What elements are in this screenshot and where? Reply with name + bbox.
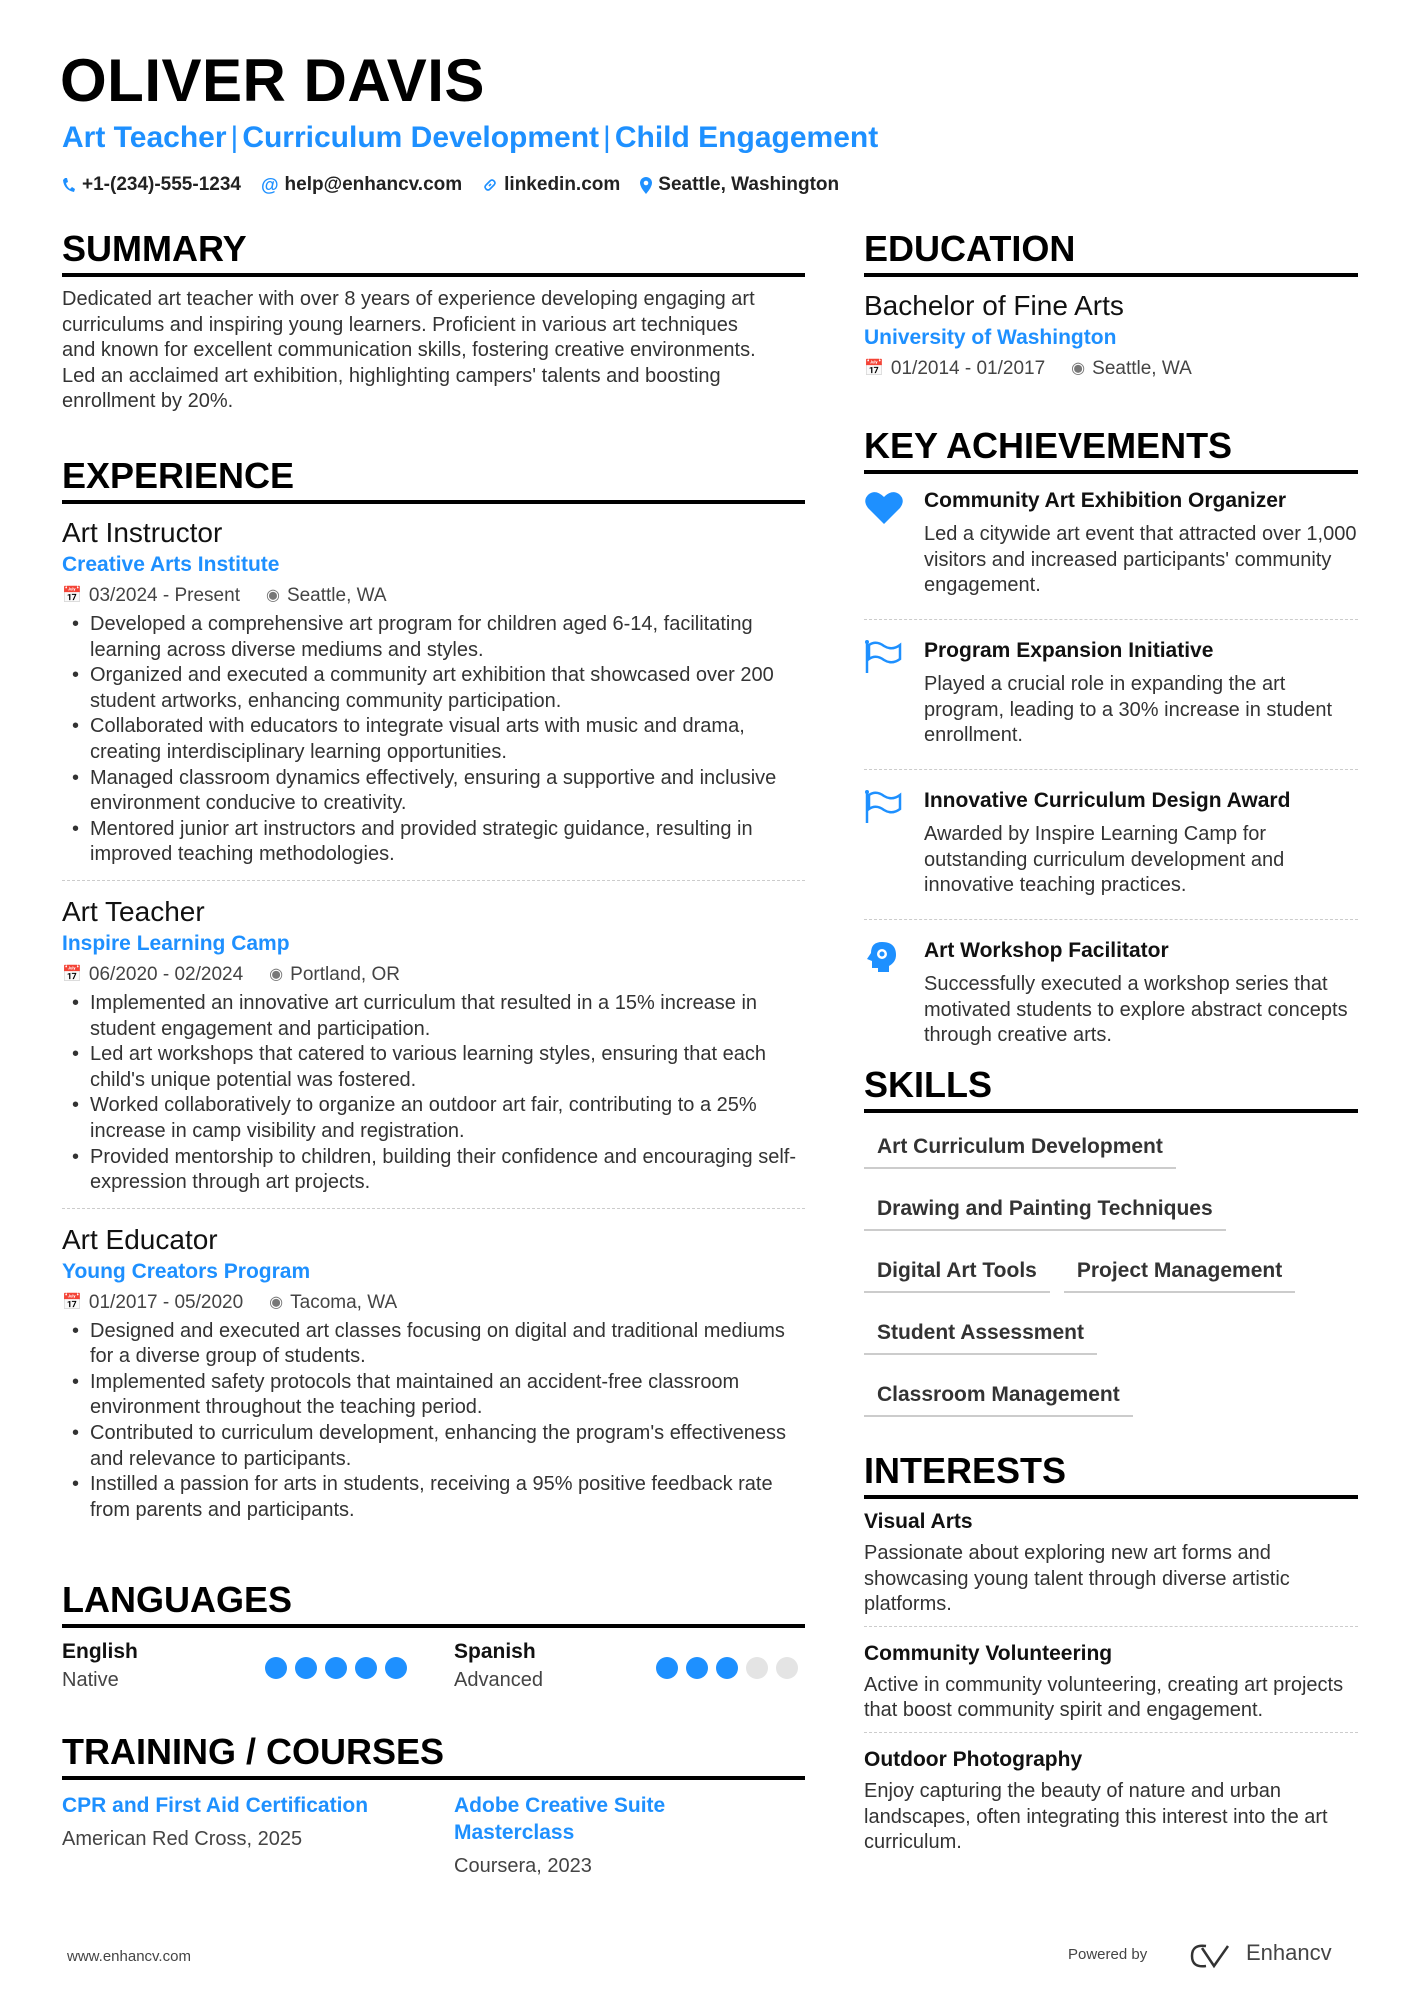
skill-tag: Student Assessment: [864, 1313, 1097, 1355]
bullet: • Led art workshops that catered to various learning styles, ensuring that each child's unique potential was fostered.: [62, 1042, 805, 1093]
experience-entry: [62, 895, 805, 1209]
rating-dot: [325, 1657, 347, 1679]
rating-dot: [776, 1657, 798, 1679]
achievement-item: [864, 930, 1358, 1070]
bullet: • Implemented safety protocols that maintained an accident-free classroom environment throughout the teaching period.: [62, 1370, 805, 1421]
achievement-title: Community Art Exhibition Organizer: [924, 489, 1287, 512]
headline-item: Art Teacher: [62, 121, 227, 154]
interests-section: [864, 1451, 1358, 1876]
rating-dot: [385, 1657, 407, 1679]
dates: 01/2017 - 05/2020: [88, 1291, 244, 1313]
phone[interactable]: +1-(234)-555-1234: [82, 174, 241, 195]
location: Seattle, Washington: [658, 174, 840, 195]
achievement-item: [864, 480, 1358, 620]
location-pin-icon: ◉: [1071, 360, 1086, 377]
brand-name: Enhancv: [1246, 1940, 1332, 1965]
language-level: Native: [62, 1669, 119, 1691]
bullet: • Instilled a passion for arts in students, receiving a 95% positive feedback rate from parents and participants.: [62, 1472, 805, 1523]
interest-item: [864, 1745, 1358, 1864]
section-heading: EDUCATION: [864, 229, 1358, 277]
experience-entry: [62, 516, 805, 881]
skill-tag: Project Management: [1064, 1251, 1295, 1293]
rating-dot: [716, 1657, 738, 1679]
footer-website[interactable]: www.enhancv.com: [67, 1948, 191, 1965]
section-heading: LANGUAGES: [62, 1580, 805, 1628]
experience-entry: [62, 1223, 805, 1536]
dates: 01/2014 - 01/2017: [890, 358, 1046, 379]
separator: |: [230, 121, 239, 154]
calendar-icon: 📅: [62, 587, 82, 604]
email[interactable]: help@enhancv.com: [284, 174, 463, 195]
location-pin-icon: [640, 177, 652, 194]
achievement-item: [864, 630, 1358, 770]
rating-dot: [295, 1657, 317, 1679]
phone-icon: [62, 177, 76, 193]
bullet: • Collaborated with educators to integrate visual arts with music and drama, creating interdisciplinary learning opportunities.: [62, 714, 805, 765]
flag-icon: [864, 636, 924, 759]
section-heading: TRAINING / COURSES: [62, 1732, 805, 1780]
skill-tag: Art Curriculum Development: [864, 1127, 1176, 1169]
section-heading: INTERESTS: [864, 1451, 1358, 1499]
candidate-name: OLIVER DAVIS: [60, 47, 485, 114]
interest-title: Visual Arts: [864, 1510, 973, 1533]
course-title: Adobe Creative Suite Masterclass: [454, 1794, 666, 1844]
achievement-item: [864, 780, 1358, 920]
course-item: [454, 1792, 714, 1880]
bullet-list: [62, 612, 805, 868]
bullet-list: [62, 991, 805, 1196]
language-name: English: [62, 1640, 138, 1663]
location-pin-icon: ◉: [265, 587, 280, 604]
interest-text: Enjoy capturing the beauty of nature and urban landscapes, often integrating this interest into the art curriculum.: [864, 1779, 1328, 1854]
location: Seattle, WA: [286, 585, 387, 606]
section-heading: EXPERIENCE: [62, 456, 805, 504]
headline-item: Child Engagement: [614, 121, 879, 154]
bullet: • Mentored junior art instructors and provided strategic guidance, resulting in improved teaching methodologies.: [62, 817, 805, 868]
achievement-title: Program Expansion Initiative: [924, 639, 1214, 662]
calendar-icon: 📅: [62, 1293, 82, 1311]
bullet: • Designed and executed art classes focusing on digital and traditional mediums for a diverse group of students.: [62, 1319, 805, 1370]
language-item: [62, 1638, 138, 1694]
flag-icon: [864, 786, 924, 909]
bullet: • Worked collaboratively to organize an outdoor art fair, contributing to a 25% increase in camp visibility and registration.: [62, 1093, 805, 1144]
interest-item: [864, 1507, 1358, 1627]
course-source: Coursera, 2023: [454, 1855, 592, 1877]
headline-item: Curriculum Development: [242, 121, 600, 154]
course-title: CPR and First Aid Certification: [62, 1794, 369, 1817]
skills-section: [864, 1065, 1358, 1437]
interest-title: Outdoor Photography: [864, 1747, 1083, 1771]
achievement-text: Played a crucial role in expanding the art program, leading to a 30% increase in student enrollment.: [924, 673, 1333, 747]
heart-icon: [864, 486, 924, 609]
location: Portland, OR: [290, 963, 400, 985]
bullet: • Developed a comprehensive art program for children aged 6-14, facilitating learning across diverse mediums and styles.: [62, 612, 805, 663]
bullet: • Provided mentorship to children, building their confidence and encouraging self-expression through art projects.: [62, 1145, 805, 1196]
location-pin-icon: ◉: [269, 965, 284, 983]
company: Inspire Learning Camp: [62, 931, 290, 955]
location: Seattle, WA: [1092, 358, 1192, 379]
education-section: [864, 229, 1358, 385]
dates: 03/2024 - Present: [88, 585, 240, 606]
skill-tag: Digital Art Tools: [864, 1251, 1050, 1293]
contact-bar: [62, 172, 839, 198]
rating-dot: [656, 1657, 678, 1679]
interest-item: [864, 1639, 1358, 1733]
skill-tag: Drawing and Painting Techniques: [864, 1189, 1226, 1231]
calendar-icon: 📅: [62, 965, 82, 983]
powered-by: Powered by: [1068, 1946, 1148, 1963]
rating-dot: [265, 1657, 287, 1679]
job-title: Art Educator: [62, 1223, 218, 1255]
company: Creative Arts Institute: [62, 553, 280, 576]
school: University of Washington: [864, 326, 1117, 349]
achievements-section: [864, 426, 1358, 1080]
course-item: [62, 1792, 454, 1880]
language-rating: [265, 1657, 407, 1679]
section-heading: SKILLS: [864, 1065, 1358, 1113]
bullet-list: [62, 1319, 805, 1524]
achievement-text: Led a citywide art event that attracted over 1,000 visitors and increased participants' community engagement.: [924, 523, 1357, 597]
degree: Bachelor of Fine Arts: [864, 290, 1124, 321]
summary-text: Dedicated art teacher with over 8 years of experience developing engaging art curriculums and inspiring young learners. Proficient in various art techniques and known for excellent communication skills, fostering creative environments. Led an acclaimed art exhibition, highlighting campers' talents and boosting enrollment by 20%.: [62, 288, 756, 413]
rating-dot: [355, 1657, 377, 1679]
company: Young Creators Program: [62, 1259, 311, 1283]
linkedin[interactable]: linkedin.com: [504, 174, 621, 195]
summary-section: [62, 229, 805, 415]
at-icon: @: [260, 175, 279, 195]
bullet: • Contributed to curriculum development, enhancing the program's effectiveness and relevance to participants.: [62, 1421, 805, 1472]
job-title: Art Instructor: [62, 517, 223, 548]
language-item: [454, 1638, 543, 1694]
achievement-text: Successfully executed a workshop series that motivated students to explore abstract concepts through creative arts.: [924, 973, 1348, 1047]
language-rating: [656, 1657, 798, 1679]
languages-section: [62, 1580, 805, 1710]
achievement-text: Awarded by Inspire Learning Camp for outstanding curriculum development and innovative teaching practices.: [924, 823, 1285, 897]
headline: [62, 118, 878, 158]
link-icon: [482, 177, 498, 193]
section-heading: KEY ACHIEVEMENTS: [864, 426, 1358, 474]
location: Tacoma, WA: [290, 1291, 398, 1313]
enhancv-logo-icon: [1188, 1942, 1236, 1975]
dates: 06/2020 - 02/2024: [88, 963, 244, 985]
location-pin-icon: ◉: [269, 1293, 284, 1311]
job-title: Art Teacher: [62, 895, 205, 927]
bullet: • Managed classroom dynamics effectively, ensuring a supportive and inclusive environment conducive to creativity.: [62, 766, 805, 817]
head-idea-icon: [864, 936, 924, 1060]
separator: |: [603, 121, 611, 154]
experience-section: [62, 456, 805, 1549]
achievement-title: Art Workshop Facilitator: [924, 939, 1169, 962]
interest-text: Passionate about exploring new art forms and showcasing young talent through diverse artistic platforms.: [864, 1542, 1290, 1616]
language-name: Spanish: [454, 1640, 536, 1663]
section-heading: SUMMARY: [62, 229, 805, 277]
training-section: [62, 1732, 805, 1880]
course-source: American Red Cross, 2025: [62, 1828, 303, 1850]
rating-dot: [746, 1657, 768, 1679]
rating-dot: [686, 1657, 708, 1679]
skill-tag: Classroom Management: [864, 1375, 1133, 1417]
bullet: • Organized and executed a community art exhibition that showcased over 200 student artworks, enhancing community participation.: [62, 663, 805, 714]
bullet: • Implemented an innovative art curriculum that resulted in a 15% increase in student engagement and participation.: [62, 991, 805, 1042]
calendar-icon: 📅: [864, 360, 884, 377]
interest-text: Active in community volunteering, creating art projects that boost community spirit and engagement.: [864, 1673, 1344, 1722]
achievement-title: Innovative Curriculum Design Award: [924, 789, 1291, 812]
language-level: Advanced: [454, 1669, 543, 1691]
interest-title: Community Volunteering: [864, 1641, 1113, 1665]
